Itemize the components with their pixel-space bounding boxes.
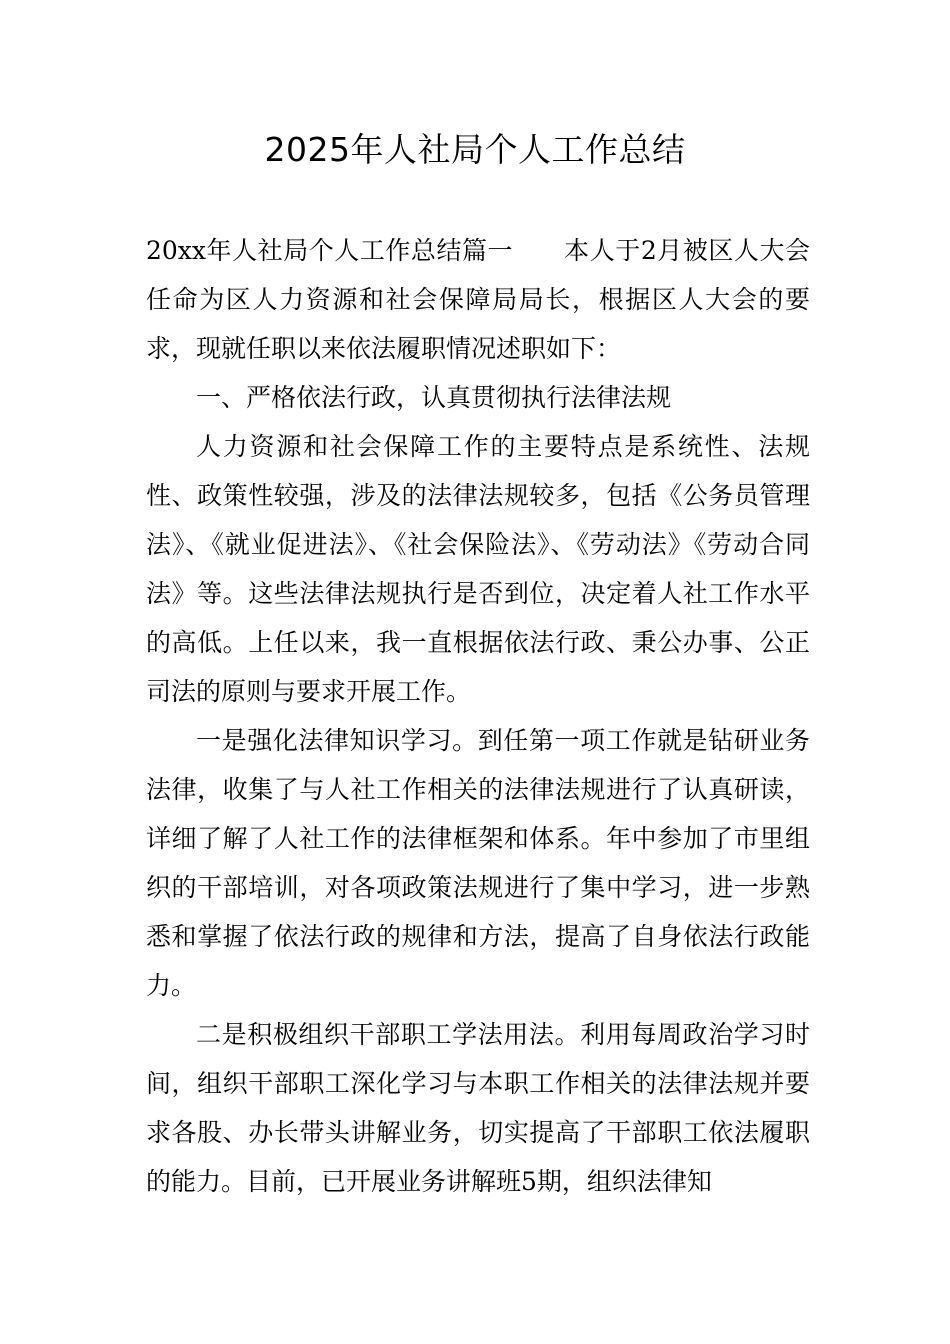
paragraph: 二是积极组织干部职工学法用法。利用每周政治学习时间，组织干部职工深化学习与本职工作相关的法律法规并要求各股、办长带头讲解业务，切实提高了干部职工依法履职的能力。目前，已开展业务讲解班5期，组织法律知 [146, 1020, 810, 1196]
paragraph-intro: 20xx年人社局个人工作总结篇一 本人于2月被区人大会任命为区人力资源和社会保障局局长，根据区人大会的要求，现就任职以来依法履职情况述职如下： [146, 236, 810, 363]
paragraph: 一是强化法律知识学习。到任第一项工作就是钻研业务法律，收集了与人社工作相关的法律法规进行了认真研读，详细了解了人社工作的法律框架和体系。年中参加了市里组织的干部培训，对各项政策法规进行了集中学习，进一步熟悉和掌握了依法行政的规律和方法，提高了自身依法行政能力。 [146, 726, 810, 1000]
section-heading: 一、严格依法行政，认真贯彻执行法律法规 [196, 383, 672, 412]
paragraph: 人力资源和社会保障工作的主要特点是系统性、法规性、政策性较强，涉及的法律法规较多，包括《公务员管理法》、《就业促进法》、《社会保险法》、《劳动法》《劳动合同法》等。这些法律法规执行是否到位，决定着人社工作水平的高低。上任以来，我一直根据依法行政、秉公办事、公正司法的原则与要求开展工作。 [146, 432, 810, 706]
document-body [146, 226, 810, 1206]
page-title: 2025年人社局个人工作总结 [264, 130, 686, 169]
